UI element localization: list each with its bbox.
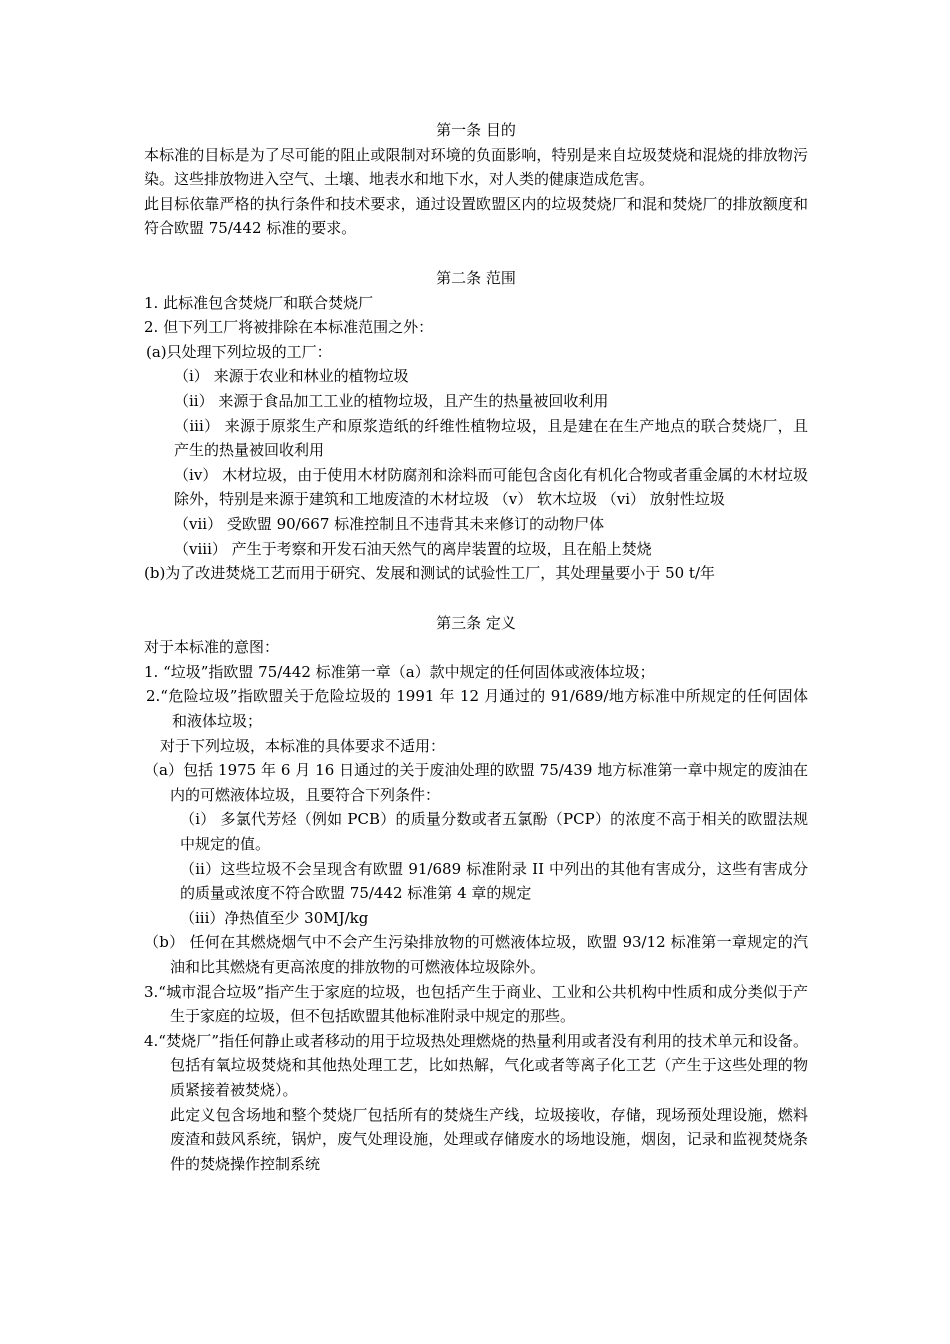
article1-paragraph: 此目标依靠严格的执行条件和技术要求，通过设置欧盟区内的垃圾焚烧厂和混和焚烧厂的排放额度和符合欧盟 75/442 标准的要求。: [144, 194, 808, 238]
list-item: （iv） 木材垃圾，由于使用木材防腐剂和涂料而可能包含卤化有机化合物或者重金属的木材垃圾除外，特别是来源于建筑和工地废渣的木材垃圾 （v） 软木垃圾 （vi） 放射性垃圾: [174, 465, 808, 509]
article1-paragraph: 本标准的目标是为了尽可能的阻止或限制对环境的负面影响，特别是来自垃圾焚烧和混烧的排放物污染。这些排放物进入空气、土壤、地表水和地下水，对人类的健康造成危害。: [144, 145, 808, 189]
article1-title: 第一条 目的: [436, 121, 516, 139]
list-item: 对于下列垃圾，本标准的具体要求不适用：: [160, 736, 446, 755]
list-item: 2.“危险垃圾”指欧盟关于危险垃圾的 1991 年 12 月通过的 91/689/地方标准中所规定的任何固体和液体垃圾；: [146, 687, 808, 731]
list-item: 对于本标准的意图：: [144, 638, 280, 657]
list-item: （b） 任何在其燃烧烟气中不会产生污染排放物的可燃液体垃圾，欧盟 93/12 标准第一章规定的汽油和比其燃烧有更高浓度的排放物的可燃液体垃圾除外。: [144, 933, 808, 976]
list-item: （ii） 来源于食品加工工业的植物垃圾，且产生的热量被回收利用: [174, 391, 609, 410]
list-item: 此定义包含场地和整个焚烧厂包括所有的焚烧生产线，垃圾接收，存储，现场预处理设施，燃料废渣和鼓风系统，锅炉，废气处理设施，处理或存储废水的场地设施，烟囱，记录和监视焚烧条件的焚烧操作控制系统: [170, 1105, 808, 1173]
list-item: （iii） 来源于原浆生产和原浆造纸的纤维性植物垃圾，且是建在在生产地点的联合焚烧厂，且产生的热量被回收利用: [174, 416, 808, 460]
list-item: （vii） 受欧盟 90/667 标准控制且不违背其未来修订的动物尸体: [174, 514, 605, 533]
list-item: （i） 多氯代芳烃（例如 PCB）的质量分数或者五氯酚（PCP）的浓度不高于相关的欧盟法规中规定的值。: [180, 810, 808, 854]
list-item: （iii）净热值至少 30MJ/kg: [180, 908, 369, 927]
list-item: 4.“焚烧厂”指任何静止或者移动的用于垃圾热处理燃烧的热量利用或者没有利用的技术单元和设备。包括有氧垃圾焚烧和其他热处理工艺，比如热解，气化或者等离子化工艺（产生于这些处理的物质紧接着被焚烧）。: [144, 1031, 808, 1099]
list-item: 1. “垃圾”指欧盟 75/442 标准第一章（a）款中规定的任何固体或液体垃圾；: [144, 662, 655, 681]
list-item: (a)只处理下列垃圾的工厂：: [146, 342, 332, 361]
list-item: 2. 但下列工厂将被排除在本标准范围之外：: [144, 318, 434, 337]
article3-title: 第三条 定义: [436, 613, 516, 632]
list-item: （ii）这些垃圾不会呈现含有欧盟 91/689 标准附录 II 中列出的其他有害成分，这些有害成分的质量或浓度不符合欧盟 75/442 标准第 4 章的规定: [180, 859, 808, 903]
list-item: (b)为了改进焚烧工艺而用于研究、发展和测试的试验性工厂，其处理量要小于 50 t/年: [144, 564, 716, 583]
article2-title: 第二条 范围: [436, 268, 516, 287]
list-item: 3.“城市混合垃圾”指产生于家庭的垃圾，也包括产生于商业、工业和公共机构中性质和成分类似于产生于家庭的垃圾，但不包括欧盟其他标准附录中规定的那些。: [144, 982, 808, 1026]
list-item: （i） 来源于农业和林业的植物垃圾: [174, 367, 409, 386]
list-item: （viii） 产生于考察和开发石油天然气的离岸装置的垃圾，且在船上焚烧: [174, 539, 652, 558]
document-page: [144, 118, 808, 1176]
list-item: 1. 此标准包含焚烧厂和联合焚烧厂: [144, 293, 374, 312]
list-item: （a）包括 1975 年 6 月 16 日通过的关于废油处理的欧盟 75/439 地方标准第一章中规定的废油在内的可燃液体垃圾，且要符合下列条件：: [144, 761, 808, 804]
